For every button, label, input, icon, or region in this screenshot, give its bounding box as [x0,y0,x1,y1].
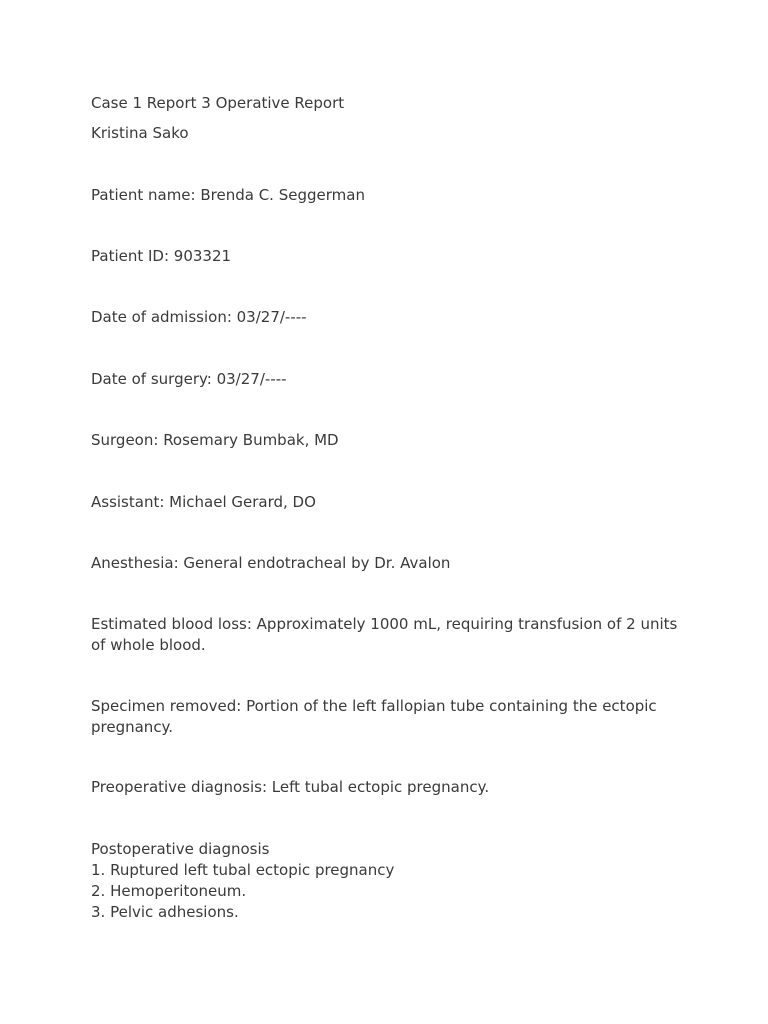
postoperative-diagnosis-section [91,839,681,923]
patient-name: Patient name: Brenda C. Seggerman [91,186,365,204]
surgeon: Surgeon: Rosemary Bumbak, MD [91,431,339,449]
preoperative-diagnosis: Preoperative diagnosis: Left tubal ectopic pregnancy. [91,778,490,796]
author-name: Kristina Sako [91,124,189,142]
date-of-surgery: Date of surgery: 03/27/---- [91,370,287,388]
assistant: Assistant: Michael Gerard, DO [91,493,316,511]
postoperative-item: 2. Hemoperitoneum. [91,882,247,900]
postoperative-item: 1. Ruptured left tubal ectopic pregnancy [91,861,395,879]
postoperative-diagnosis-heading: Postoperative diagnosis [91,840,270,858]
anesthesia: Anesthesia: General endotracheal by Dr. Avalon [91,554,451,572]
postoperative-item: 3. Pelvic adhesions. [91,903,239,921]
estimated-blood-loss: Estimated blood loss: Approximately 1000 mL, requiring transfusion of 2 units of whole blood. [91,615,678,654]
document-title: Case 1 Report 3 Operative Report [91,94,345,112]
date-of-admission: Date of admission: 03/27/---- [91,308,307,326]
patient-id: Patient ID: 903321 [91,247,232,265]
specimen-removed: Specimen removed: Portion of the left fallopian tube containing the ectopic pregnancy. [91,697,657,736]
